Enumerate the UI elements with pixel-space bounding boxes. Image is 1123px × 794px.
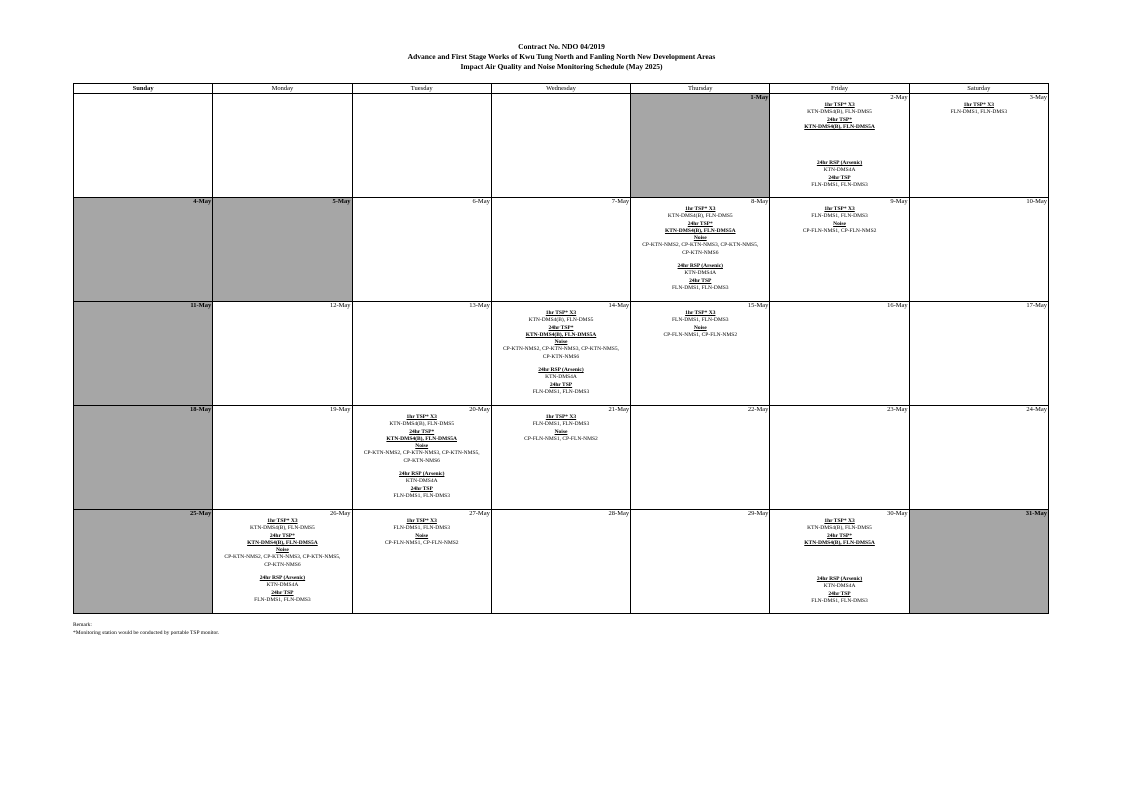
event-stations: CP-KTN-NMS6 [542, 353, 580, 360]
day-number: 26-May [329, 510, 351, 517]
monitoring-events [770, 206, 908, 235]
event-heading: Noise [554, 428, 568, 435]
monitoring-events [353, 518, 491, 547]
monitoring-events [213, 518, 351, 604]
week-row [74, 406, 1049, 510]
day-number: 22-May [747, 406, 769, 413]
event-heading: 24hr TSP [410, 485, 433, 492]
weekday-header-friday: Friday [770, 84, 909, 94]
schedule-title: Impact Air Quality and Noise Monitoring Schedule (May 2025) [460, 62, 663, 71]
event-stations: FLN-DMS1, FLN-DMS3 [393, 492, 450, 499]
day-cell [491, 302, 630, 406]
event-heading: KTN-DMS4(B), FLN-DMS5A [247, 539, 318, 546]
event-stations: CP-KTN-NMS2, CP-KTN-NMS3, CP-KTN-NMS5, [642, 242, 759, 249]
week-row [74, 198, 1049, 302]
event-heading: 24hr TSP [271, 589, 294, 596]
event-heading: Noise [833, 220, 846, 227]
day-cell [909, 94, 1048, 198]
event-stations: FLN-DMS1, FLN-DMS3 [532, 388, 590, 395]
day-number: 4-May [193, 198, 212, 205]
day-number: 3-May [1029, 94, 1047, 101]
event-heading: 24hr TSP* [409, 428, 435, 435]
event-heading: 24hr TSP [828, 590, 851, 597]
event-heading: 24hr TSP* [827, 532, 853, 539]
event-heading: KTN-DMS4(B), FLN-DMS5A [804, 539, 875, 546]
event-heading: KTN-DMS4(B), FLN-DMS5A [525, 331, 597, 338]
monitoring-events [770, 102, 908, 189]
day-number: 20-May [469, 406, 490, 413]
day-cell [631, 510, 770, 614]
day-number: 5-May [332, 198, 351, 205]
day-number: 28-May [608, 510, 630, 517]
event-heading: 1hr TSP* X3 [824, 206, 855, 212]
event-heading: 24hr TSP [689, 277, 712, 284]
monitoring-events [353, 414, 491, 500]
monitoring-events [492, 310, 630, 396]
spacer [772, 131, 906, 160]
day-cell [213, 406, 352, 510]
remarks [73, 621, 219, 637]
event-stations: KTN-DMS4(B), FLN-DMS5 [250, 525, 315, 532]
day-cell [74, 406, 213, 510]
event-stations: CP-KTN-NMS6 [264, 561, 301, 568]
day-number: 23-May [887, 406, 908, 413]
day-cell [631, 198, 770, 302]
day-cell [491, 510, 630, 614]
event-stations: FLN-DMS1, FLN-DMS3 [393, 525, 450, 532]
event-heading: 24hr TSP* [269, 532, 295, 539]
event-heading: 24hr TSP [828, 174, 851, 181]
event-heading: Noise [415, 443, 429, 450]
monitoring-events [910, 102, 1048, 117]
day-cell [909, 302, 1048, 406]
day-number: 2-May [890, 94, 908, 101]
monitoring-events [770, 518, 908, 605]
event-heading: 24hr TSP [549, 381, 573, 388]
day-cell [74, 510, 213, 614]
event-stations: CP-KTN-NMS6 [682, 249, 719, 256]
weekday-header-thursday: Thursday [631, 84, 770, 94]
day-cell [352, 406, 491, 510]
event-heading: 24hr TSP* [827, 116, 853, 123]
event-heading: Noise [415, 532, 429, 539]
event-heading: KTN-DMS4(B), FLN-DMS5A [804, 123, 875, 130]
monitoring-events [631, 310, 769, 339]
event-stations: CP-FLN-NMS1, CP-FLN-NMS2 [524, 435, 598, 442]
event-heading: 1hr TSP* X3 [406, 414, 437, 420]
event-heading: 1hr TSP* X3 [685, 206, 716, 212]
day-cell [770, 94, 909, 198]
day-number: 11-May [190, 302, 212, 309]
day-number: 8-May [751, 198, 769, 205]
day-cell [491, 406, 630, 510]
day-cell [352, 302, 491, 406]
day-cell [352, 198, 491, 302]
day-number: 1-May [750, 94, 769, 101]
event-stations: FLN-DMS1, FLN-DMS3 [532, 421, 590, 428]
event-stations: FLN-DMS1, FLN-DMS3 [811, 213, 868, 220]
event-stations: CP-KTN-NMS6 [403, 457, 440, 464]
monitoring-events [631, 206, 769, 292]
day-number: 7-May [611, 198, 630, 205]
event-stations: FLN-DMS1, FLN-DMS3 [671, 284, 729, 291]
event-stations: FLN-DMS1, FLN-DMS3 [811, 182, 868, 189]
day-number: 21-May [608, 406, 630, 413]
day-cell [213, 302, 352, 406]
event-heading: 1hr TSP* X3 [963, 102, 995, 108]
event-stations: KTN-DMS4A [405, 478, 438, 485]
event-stations: KTN-DMS4A [823, 583, 856, 590]
day-cell [770, 198, 909, 302]
event-heading: 24hr RSP (Arsenic) [259, 575, 306, 582]
event-heading: Noise [276, 547, 289, 554]
event-stations: FLN-DMS1, FLN-DMS3 [254, 596, 311, 603]
day-cell [74, 94, 213, 198]
event-heading: 24hr RSP (Arsenic) [398, 471, 445, 478]
event-heading: 1hr TSP* X3 [406, 518, 437, 524]
event-stations: KTN-DMS4A [266, 582, 299, 589]
day-cell [770, 510, 909, 614]
event-stations: CP-KTN-NMS2, CP-KTN-NMS3, CP-KTN-NMS5, [502, 346, 619, 353]
project-title: Advance and First Stage Works of Kwu Tung North and Fanling North New Development Areas [407, 52, 716, 61]
day-number: 27-May [469, 510, 490, 517]
day-cell [631, 302, 770, 406]
weekday-header-monday: Monday [213, 84, 352, 94]
day-cell [909, 406, 1048, 510]
event-heading: 1hr TSP* X3 [545, 310, 577, 316]
event-heading: 1hr TSP* X3 [267, 518, 298, 524]
day-number: 29-May [747, 510, 769, 517]
event-stations: KTN-DMS4(B), FLN-DMS5 [667, 213, 733, 220]
day-number: 30-May [887, 510, 908, 517]
event-heading: 24hr RSP (Arsenic) [677, 263, 723, 270]
day-number: 16-May [887, 302, 908, 309]
weekday-header-sunday: Sunday [74, 84, 213, 94]
event-stations: CP-KTN-NMS2, CP-KTN-NMS3, CP-KTN-NMS5, [363, 450, 480, 457]
day-number: 17-May [1026, 302, 1047, 309]
day-cell [909, 198, 1048, 302]
event-stations: CP-FLN-NMS1, CP-FLN-NMS2 [384, 539, 459, 546]
day-cell [352, 510, 491, 614]
day-number: 10-May [1026, 198, 1047, 205]
week-row [74, 302, 1049, 406]
weekday-header-wednesday: Wednesday [491, 84, 630, 94]
event-stations: FLN-DMS1, FLN-DMS3 [671, 317, 729, 324]
day-number: 31-May [1025, 510, 1047, 517]
day-cell [491, 94, 630, 198]
event-heading: Noise [693, 235, 707, 242]
event-heading: 24hr RSP (Arsenic) [816, 160, 863, 167]
event-stations: KTN-DMS4(B), FLN-DMS5 [807, 525, 872, 532]
day-number: 6-May [472, 198, 490, 205]
day-number: 12-May [329, 302, 351, 309]
day-cell [631, 94, 770, 198]
day-cell [213, 510, 352, 614]
week-row [74, 94, 1049, 198]
event-stations: FLN-DMS1, FLN-DMS3 [811, 598, 868, 605]
spacer [772, 547, 906, 576]
day-number: 25-May [189, 510, 212, 517]
event-heading: 24hr RSP (Arsenic) [816, 576, 863, 583]
event-heading: 1hr TSP* X3 [824, 518, 855, 524]
day-cell [631, 406, 770, 510]
weekday-header-tuesday: Tuesday [352, 84, 491, 94]
event-heading: 24hr TSP* [687, 220, 713, 227]
day-number: 13-May [469, 302, 490, 309]
day-cell [74, 198, 213, 302]
day-cell [213, 198, 352, 302]
event-heading: KTN-DMS4(B), FLN-DMS5A [386, 435, 457, 442]
event-heading: Noise [554, 339, 568, 346]
event-heading: Noise [693, 324, 707, 331]
event-heading: KTN-DMS4(B), FLN-DMS5A [664, 227, 736, 234]
day-cell [491, 198, 630, 302]
event-heading: 1hr TSP* X3 [545, 414, 577, 420]
day-number: 9-May [890, 198, 908, 205]
event-stations: KTN-DMS4A [545, 374, 577, 381]
event-stations: KTN-DMS4A [684, 270, 717, 277]
event-stations: CP-FLN-NMS1, CP-FLN-NMS2 [663, 331, 738, 338]
week-row [74, 510, 1049, 614]
day-number: 15-May [747, 302, 769, 309]
event-stations: CP-KTN-NMS2, CP-KTN-NMS3, CP-KTN-NMS5, [224, 554, 341, 561]
monitoring-events [492, 414, 630, 443]
day-cell [213, 94, 352, 198]
event-stations: KTN-DMS4(B), FLN-DMS5 [807, 109, 872, 116]
day-cell [770, 302, 909, 406]
event-stations: FLN-DMS1, FLN-DMS3 [950, 109, 1008, 116]
remarks-text: *Monitoring station would be conducted by portable TSP monitor. [73, 630, 220, 636]
event-heading: 1hr TSP* X3 [824, 102, 855, 108]
event-heading: 24hr TSP* [548, 324, 574, 331]
day-cell [770, 406, 909, 510]
day-number: 14-May [608, 302, 630, 309]
event-stations: KTN-DMS4(B), FLN-DMS5 [389, 421, 455, 428]
day-cell [74, 302, 213, 406]
event-heading: 24hr RSP (Arsenic) [538, 367, 584, 374]
day-cell [909, 510, 1048, 614]
day-number: 19-May [329, 406, 351, 413]
event-stations: KTN-DMS4(B), FLN-DMS5 [528, 317, 594, 324]
event-stations: CP-FLN-NMS1, CP-FLN-NMS2 [802, 227, 877, 234]
calendar-table [73, 83, 1049, 614]
remarks-label: Remark: [73, 622, 92, 628]
day-number: 18-May [189, 406, 212, 413]
day-number: 24-May [1026, 406, 1047, 413]
event-heading: 1hr TSP* X3 [685, 310, 716, 316]
event-stations: KTN-DMS4A [823, 167, 856, 174]
calendar-body [74, 94, 1049, 614]
weekday-header-saturday: Saturday [909, 84, 1048, 94]
weekday-header-row [74, 84, 1049, 94]
day-cell [352, 94, 491, 198]
contract-number: Contract No. NDO 04/2019 [518, 42, 605, 51]
